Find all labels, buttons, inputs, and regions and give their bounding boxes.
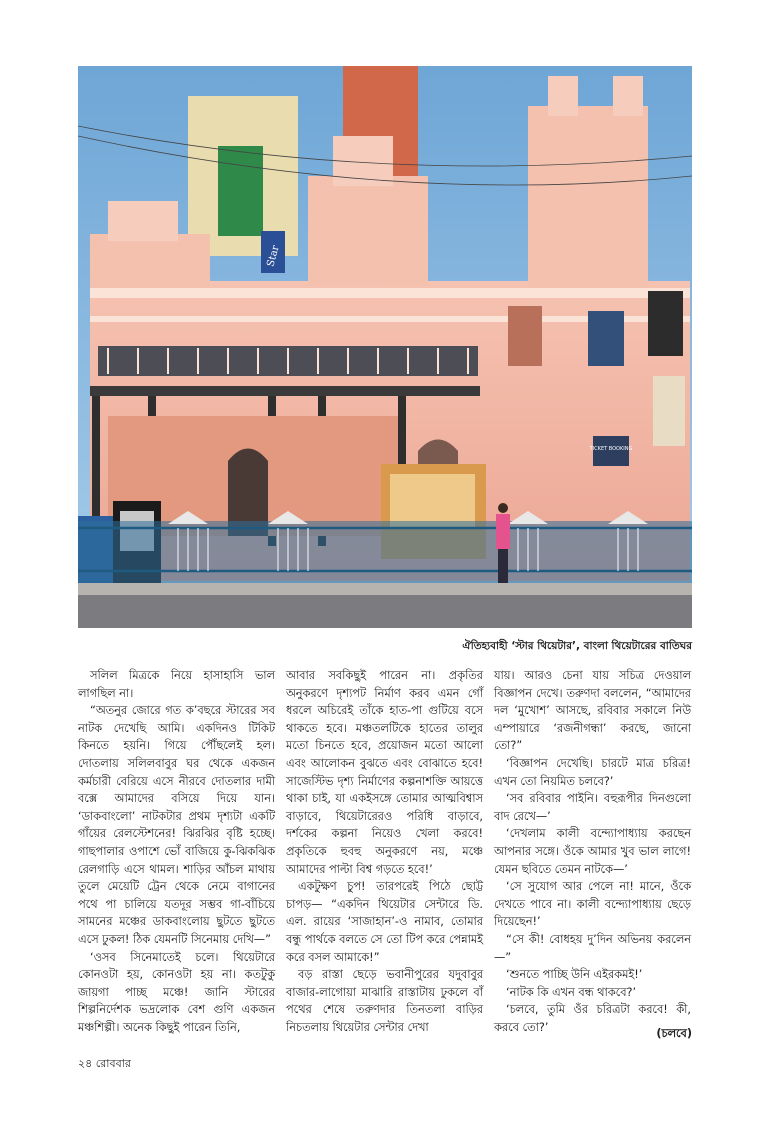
star-sign-text: Star	[265, 244, 282, 268]
column-2	[286, 667, 483, 1036]
paragraph: ‘সব রবিবার পাইনি। বহুরূপীর দিনগুলো বাদ রেখে—’	[494, 792, 691, 823]
paragraph: আবার সবকিছুই পারেন না। প্রকৃতির অনুকরণে দৃশ্যপট নির্মাণ করব এমন গোঁ ধরলে অচিরেই তাঁকে হাত-পা গুটিয়ে বসে থাকতে হবে। মঞ্চতলটিকে হাতের তালুর মতো চিনতে হবে, প্রয়োজন মতো আলো এবং আলোকন বুঝতে এবং বোঝাতে হবে! সাজেস্টিভ দৃশ্য নির্মাণের কল্পনাশক্তি আয়ত্তে থাকা চাই, যা একইসঙ্গে তোমার আত্মবিশ্বাস বাড়াবে, থিয়েটারেরও পরিধি বাড়াবে, দর্শকের কল্পনা নিয়েও খেলা করবে! প্রকৃতিকে হুবহু অনুকরণে নয়, মঞ্চে আমাদের পাল্টা বিশ্ব গড়তে হবে!’	[286, 669, 483, 876]
paragraph: ‘সে সুযোগ আর পেলে না! মানে, ওঁকে দেখতে পাবে না। কালী বন্দ্যোপাধ্যায় ছেড়ে দিয়েছেন!’	[494, 880, 691, 929]
paragraph: ‘নাটক কি এখন বন্ধ থাকবে?’	[506, 985, 637, 999]
paragraph: যায়। আরও চেনা যায় সচিত্র দেওয়াল বিজ্ঞাপন দেখে। তরুণদা বললেন, “আমাদের দল ‘মুখোশ’ আসছে, রবিবার সকালে নিউ এম্পায়ারে ‘রজনীগন্ধা’ করছে, জানো তো?”	[494, 669, 691, 753]
column-1	[78, 667, 275, 1036]
ticket-booking-sign: TICKET BOOKING	[589, 446, 633, 452]
column-3	[494, 667, 691, 1036]
photo-caption: ঐতিহ্যবাহী ‘স্টার থিয়েটার’, বাংলা থিয়েটারের বাতিঘর	[462, 640, 692, 652]
paragraph: বড় রাস্তা ছেড়ে ভবানীপুরের যদুবাবুর বাজার-লাগোয়া মাঝারি রাস্তাটায় ঢুকলে বাঁ পথের শেষে তরুণদার তিনতলা বাড়ির নিচতলায় থিয়েটার সেন্টার দেখা	[286, 968, 483, 1034]
continued-label: (চলবে)	[656, 1027, 692, 1040]
paragraph: ‘শুনতে পাচ্ছি উনি এইরকমই!’	[506, 968, 643, 982]
paragraph: “অতনুর জোরে গত ক’বছরে স্টারের সব নাটক দেখেছি আমি। একদিনও টিকিট কিনতে হয়নি। গিয়ে পৌঁছলেই হল। দোতলায় সলিলবাবুর ঘর থেকে একজন কর্মচারী বেরিয়ে এসে নীরবে দোতলার দামী বক্সে আমাদের বসিয়ে দিয়ে যান। ‘ডাকবাংলো’ নাটকটার প্রথম দৃশ্যটা একটি গাঁয়ের রেলস্টেশনের! ঝিরঝির বৃষ্টি হচ্ছে। গাছপালার ওপাশে ভোঁ বাজিয়ে কু-ঝিকঝিক রেলগাড়ি এসে থামল। শাড়ির আঁচল মাথায় তুলে মেয়েটি ট্রেন থেকে নেমে বাগানের পথে পা চালিয়ে যতদূর সম্ভব গা-বাঁচিয়ে সামনের মঞ্চের ডাকবাংলোয় ছুটতে ছুটতে এসে ঢুকল! ঠিক যেমনটি সিনেমায় দেখি—”	[78, 704, 275, 946]
page-folio: ২৪ রোববার	[78, 1057, 131, 1070]
paragraph: ‘দেখলাম কালী বন্দ্যোপাধ্যায় করছেন আপনার সঙ্গে। ওঁকে আমার খুব ভাল লাগে! যেমন ছবিতে তেমন নাটকে—’	[494, 827, 691, 876]
star-theatre-photo	[78, 66, 692, 628]
paragraph: একটুক্ষণ চুপ! তারপরেই পিঠে ছোট্ট চাপড়— “একদিন থিয়েটার সেন্টারে ডি. এল. রায়ের ‘সাজাহান’-ও নামাব, তোমার বন্ধু পার্থকে বলতে সে তো টিপ করে পেন্নামই করে বসল আমাকে!”	[286, 880, 484, 964]
paragraph: ‘চলবে, তুমি ওঁর চরিত্রটা করবে! কী, করবে তো?’	[494, 1003, 691, 1034]
paragraph: “সে কী! বোধহয় দু’দিন অভিনয় করলেন—”	[494, 932, 691, 964]
paragraph: ‘ওসব সিনেমাতেই চলে। থিয়েটারে কোনওটা হয়, কোনওটা হয় না। কতটুকু জায়গা পাচ্ছ মঞ্চে! জানি স্টারের শিল্পনির্দেশক ভদ্রলোক বেশ গুণি একজন মঞ্চশিল্পী। অনেক কিছুই পারেন তিনি,	[78, 950, 275, 1034]
paragraph: ‘বিজ্ঞাপন দেখেছি। চারটে মাত্র চরিত্র! এখন তো নিয়মিত চলবে?’	[494, 756, 691, 788]
paragraph: সলিল মিত্রকে নিয়ে হাসাহাসি ভাল লাগছিল না।	[78, 669, 275, 700]
